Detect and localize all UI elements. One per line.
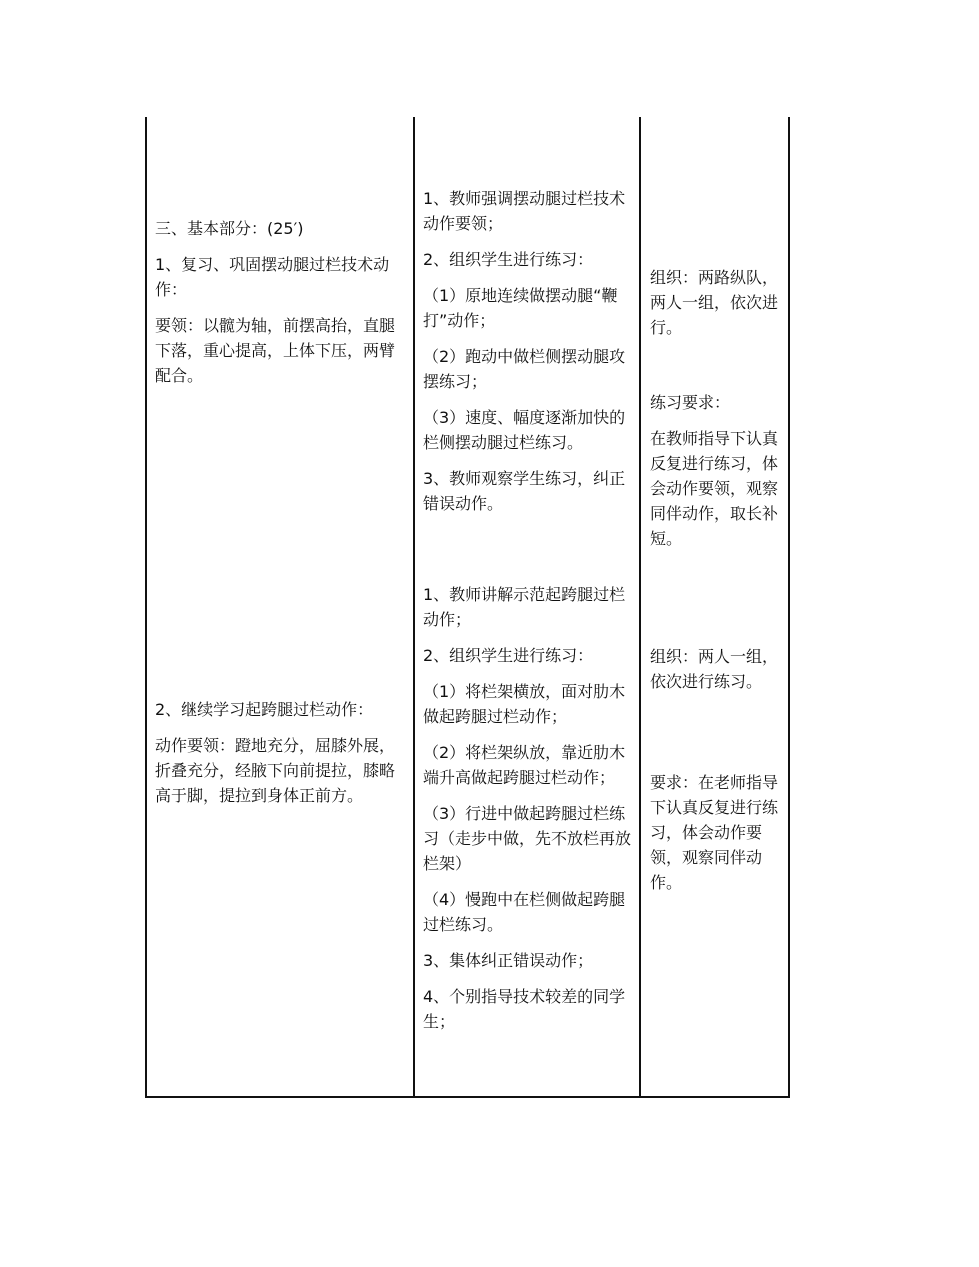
- list-item: 2、组织学生进行练习：: [423, 646, 594, 665]
- item2-title: 2、继续学习起跨腿过栏动作：: [155, 700, 374, 719]
- list-item: 1、教师强调摆动腿过栏技术动作要领；: [423, 189, 626, 233]
- list-item: 4、个别指导技术较差的同学生；: [423, 987, 626, 1031]
- organization-text: 组织：两人一组，依次进行练习。: [650, 647, 779, 691]
- teacher-activity-block-2: [423, 582, 635, 1034]
- content-column: [155, 216, 407, 388]
- requirements-title: 练习要求：: [650, 393, 731, 412]
- table-border-right: [788, 117, 790, 1098]
- list-item: （2）跑动中做栏侧摆动腿攻摆练习；: [423, 347, 626, 391]
- organization-text: 组织：两路纵队，两人一组，依次进行。: [650, 268, 779, 337]
- item2-points: 动作要领：蹬地充分，屈膝外展，折叠充分，经腋下向前提拉，膝略高于脚，提拉到身体正前方。: [155, 736, 396, 805]
- list-item: （1）将栏架横放，面对肋木做起跨腿过栏动作；: [423, 682, 626, 726]
- item1-title: 1、复习、巩固摆动腿过栏技术动作：: [155, 255, 390, 299]
- requirements-text: 在教师指导下认真反复进行练习，体会动作要领，观察同伴动作，取长补短。: [650, 429, 779, 548]
- list-item: （1）原地连续做摆动腿“鞭打”动作；: [423, 286, 618, 330]
- organization-block-2: [650, 644, 780, 694]
- list-item: 1、教师讲解示范起跨腿过栏动作；: [423, 585, 626, 629]
- list-item: （4）慢跑中在栏侧做起跨腿过栏练习。: [423, 890, 626, 934]
- table-border-bottom: [145, 1096, 790, 1098]
- table-divider-1: [413, 117, 415, 1098]
- requirements-block-1: [650, 390, 780, 551]
- item1-points: 要领：以髋为轴，前摆高抬，直腿下落，重心提高，上体下压，两臂配合。: [155, 316, 396, 385]
- table-divider-2: [639, 117, 641, 1098]
- section-title: 三、基本部分：(25′): [155, 219, 304, 238]
- table-border-left: [145, 117, 147, 1098]
- requirements-block-2: [650, 770, 780, 895]
- list-item: 3、教师观察学生练习，纠正错误动作。: [423, 469, 626, 513]
- organization-column: [650, 265, 780, 340]
- teacher-activity-block-1: [423, 186, 635, 516]
- content-column-part2: [155, 697, 407, 808]
- list-item: 3、集体纠正错误动作；: [423, 951, 594, 970]
- list-item: 2、组织学生进行练习：: [423, 250, 594, 269]
- requirements-text: 要求：在老师指导下认真反复进行练习，体会动作要领，观察同伴动作。: [650, 773, 779, 892]
- list-item: （2）将栏架纵放，靠近肋木端升高做起跨腿过栏动作；: [423, 743, 626, 787]
- list-item: （3）速度、幅度逐渐加快的栏侧摆动腿过栏练习。: [423, 408, 626, 452]
- list-item: （3）行进中做起跨腿过栏练习（走步中做，先不放栏再放栏架）: [423, 804, 632, 873]
